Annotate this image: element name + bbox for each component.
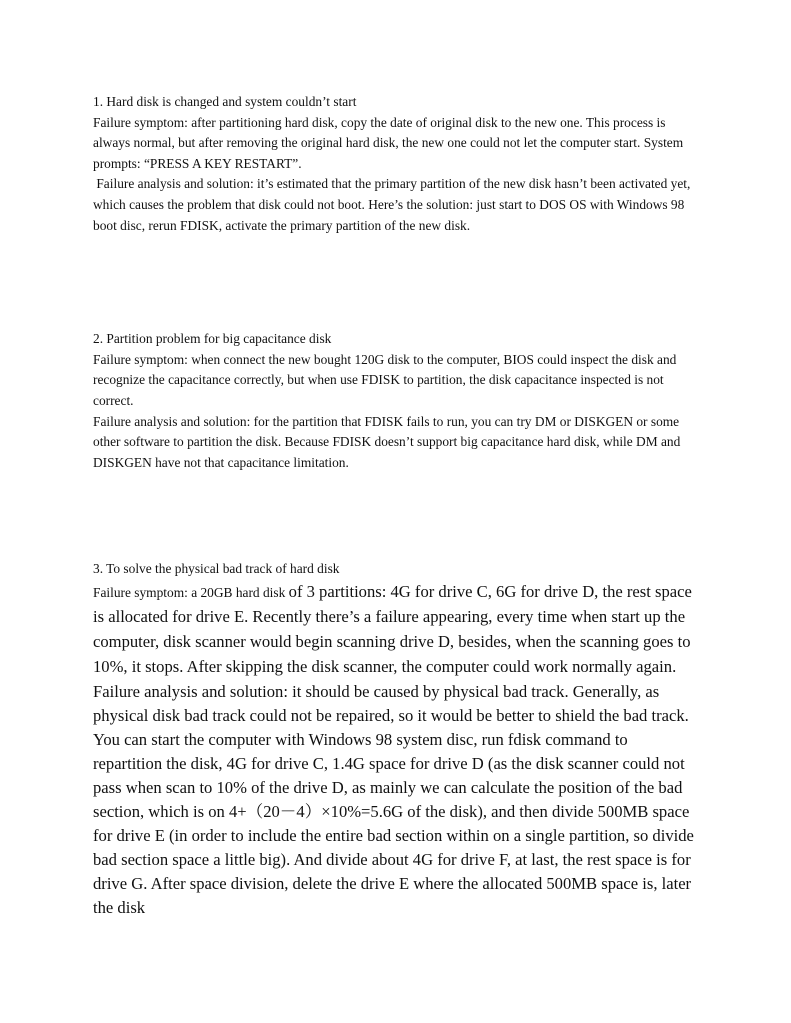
section-3-analysis: Failure analysis and solution: it should be caused by physical bad track. Generally, as physical disk bad track could not be repaired, so it would be better to shield the bad track. You can start the computer with Windows 98 system disc, run fdisk command to repartition the disk, 4G for drive C, 1.4G space for drive D (as the disk scanner could not pass when scan to 10% of the drive D, as mainly we can calculate the position of the bad section, which is on 4+（20－4）×10%=5.6G of the disk), and then divide 500MB space for drive E (in order to include the entire bad section within on a single partition, so divide bad section space a little big). And divide about 4G for drive F, at last, the rest space is for drive G. After space division, delete the drive E where the allocated 500MB space is, later the disk	[93, 681, 694, 917]
section-3-symptom-rest: of 3 partitions: 4G for drive C, 6G for drive D, the rest space is allocated for drive E. Recently there’s a failure appearing, every time when start up the computer, disk scanner would begin scanning drive D, besides, when the scanning goes to 10%, it stops. After skipping the disk scanner, the computer could work normally again.	[93, 581, 692, 676]
section-1-symptom: Failure symptom: after partitioning hard disk, copy the date of original disk to the new one. This process is always normal, but after removing the original hard disk, the new one could not let the computer start. System prompts: “PRESS A KEY RESTART”.	[93, 114, 684, 171]
section-1-analysis: Failure analysis and solution: it’s estimated that the primary partition of the new disk hasn’t been activated yet, which causes the problem that disk could not boot. Here’s the solution: just start to DOS OS with Windows 98 boot disc, rerun FDISK, activate the primary partition of the new disk.	[93, 176, 694, 233]
section-3-heading: 3. To solve the physical bad track of hard disk	[93, 561, 340, 577]
section-3-symptom-start: Failure symptom: a 20GB hard disk	[93, 584, 289, 600]
section-2-heading: 2. Partition problem for big capacitance disk	[93, 331, 332, 347]
section-2	[93, 329, 699, 473]
section-3	[93, 559, 699, 920]
section-3-symptom	[93, 580, 699, 680]
document-page	[93, 92, 699, 920]
section-1	[93, 92, 699, 236]
section-gap	[93, 473, 699, 559]
section-1-heading: 1. Hard disk is changed and system couldn’t start	[93, 94, 357, 109]
section-2-symptom: Failure symptom: when connect the new bought 120G disk to the computer, BIOS could inspect the disk and recognize the capacitance correctly, but when use FDISK to partition, the disk capacitance inspected is not correct.	[93, 351, 677, 408]
section-2-analysis: Failure analysis and solution: for the partition that FDISK fails to run, you can try DM or DISKGEN or some other software to partition the disk. Because FDISK doesn’t support big capacitance hard disk, while DM and DISKGEN have not that capacitance limitation.	[93, 413, 681, 470]
section-gap	[93, 236, 699, 329]
